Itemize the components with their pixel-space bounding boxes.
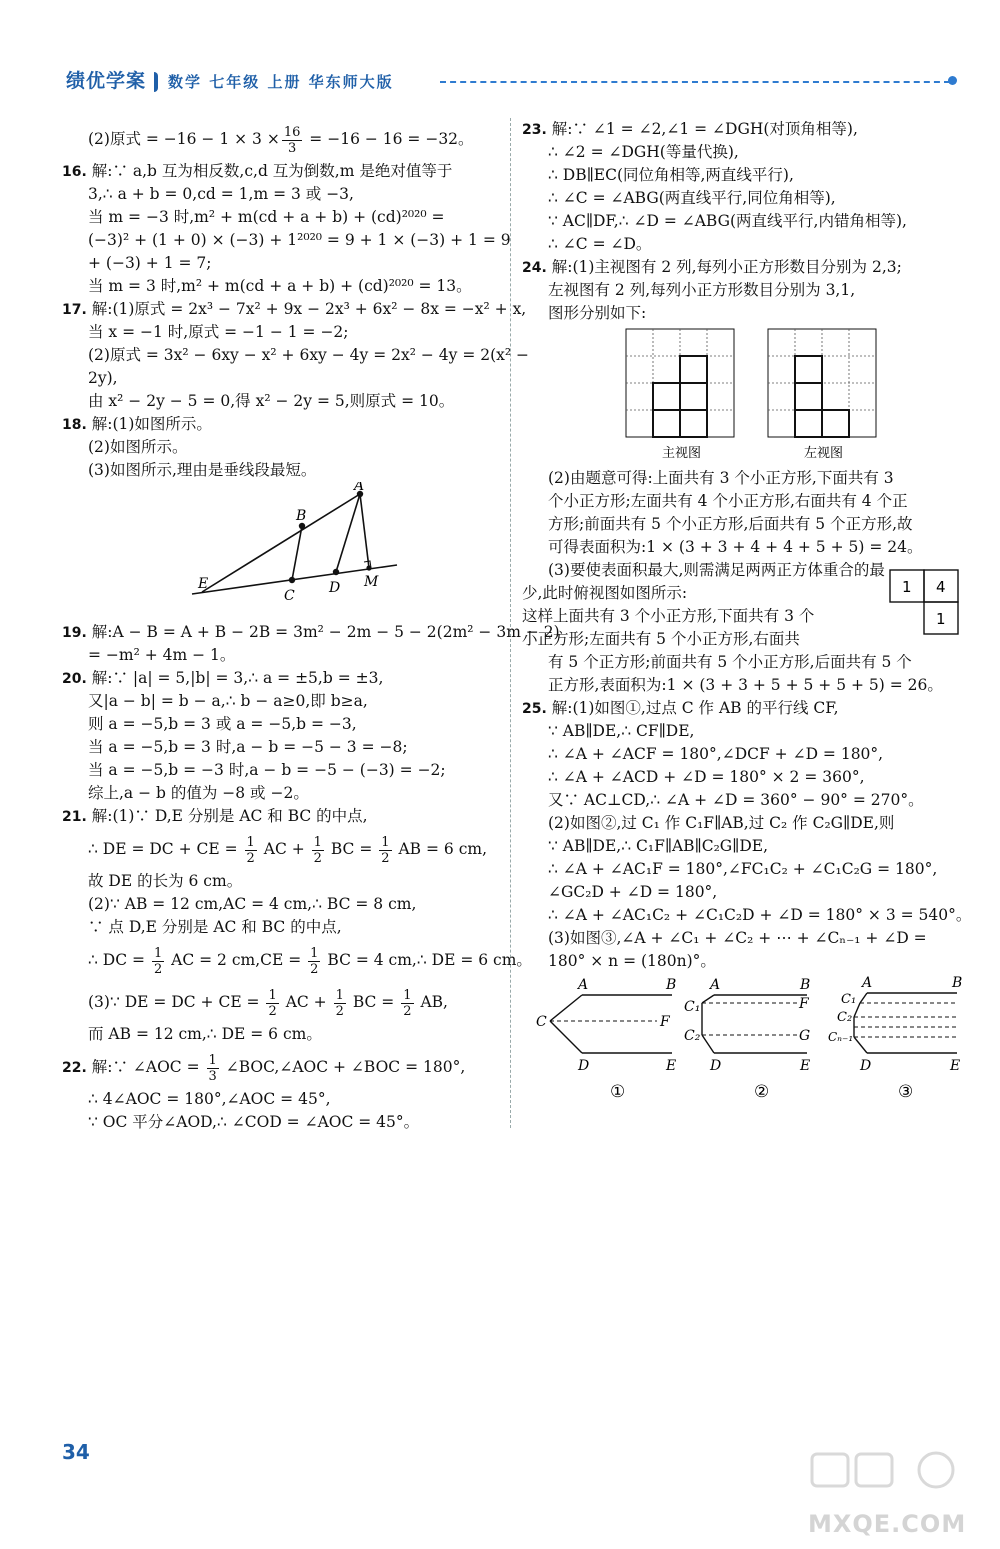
answer-line [522, 141, 962, 164]
answer-text: 3,∴ a + b = 0,cd = 1,m = 3 或 −3, [88, 185, 354, 203]
answer-text: 小正方形;左面共有 5 个小正方形,右面共 [522, 630, 800, 648]
answer-text: 解:∵ a,b 互为相反数,c,d 互为倒数,m 是绝对值等于 [86, 162, 453, 180]
fig18-label-e: E [198, 576, 209, 592]
answer-line [522, 651, 962, 674]
page-number: 34 [62, 1440, 90, 1464]
question-number: 20. [62, 671, 87, 687]
fig25-2-label: G [799, 1028, 811, 1044]
answer-text: (3)要使表面积最大,则需满足两两正方体重合的最 [548, 561, 885, 579]
question-number: 22. [62, 1060, 87, 1076]
q21-line-7: 而 AB = 12 cm,∴ DE = 6 cm。 [88, 1025, 322, 1043]
answer-line [522, 164, 962, 187]
watermark-logo [810, 1450, 975, 1490]
left-view-grid [768, 329, 876, 437]
answer-text: (2)原式 = 3x² − 6xy − x² + 6xy − 4y = 2x² − 4y = 2(x² − [88, 346, 530, 364]
answer-text: 解:(1)如图所示。 [86, 415, 212, 433]
answer-line [62, 436, 502, 459]
answer-line [522, 697, 962, 720]
answer-line [522, 536, 962, 559]
answer-line [522, 582, 814, 605]
answer-line [522, 490, 962, 513]
fig25-3-label: D [860, 1058, 872, 1074]
question-number: 18. [62, 417, 87, 433]
answer-text: 左视图有 2 列,每列小正方形数目分别为 3,1, [548, 281, 856, 299]
answer-text: ∴ ∠C = ∠ABG(两直线平行,同位角相等), [548, 189, 836, 207]
answer-text: 180° × n = (180n)°。 [548, 952, 716, 970]
answer-text: (2)由题意可得:上面共有 3 个小正方形,下面共有 3 [548, 469, 894, 487]
top-view-number: 1 [902, 578, 912, 596]
fig25-1-label: F [660, 1014, 670, 1030]
answer-text: 有 5 个正方形;前面共有 5 个小正方形,后面共有 5 个 [548, 653, 912, 671]
fig25-3-number: ③ [898, 1082, 914, 1102]
fig25-1-number: ① [610, 1082, 626, 1102]
q21-line-1: ∴ DE = DC + CE = $\frac{1}{2}$ AC + $\frac{1}{2}$ BC = $\frac{1}{2}$ AB = 6 cm, [88, 834, 488, 866]
answer-text: ∴ ∠2 = ∠DGH(等量代换), [548, 143, 739, 161]
answer-text: 由 x² − 2y − 5 = 0,得 x² − 2y = 5,则原式 = 10。 [88, 392, 455, 410]
answer-line [62, 367, 502, 390]
answer-text: 又|a − b| = b − a,∴ b − a≥0,即 b≥a, [88, 692, 368, 710]
figure-25-3 [828, 975, 962, 1102]
fig18-label-d: D [329, 580, 341, 596]
answer-line [62, 321, 502, 344]
answer-line [62, 390, 502, 413]
answer-line [522, 789, 962, 812]
answer-line [522, 720, 962, 743]
fraction: $\frac{1}{2}$ [310, 945, 319, 977]
answer-line [522, 904, 972, 927]
fig25-2-number: ② [754, 1082, 770, 1102]
answer-line [522, 279, 962, 302]
answer-text: ∴ ∠A + ∠ACD + ∠D = 180° × 2 = 360°, [548, 768, 865, 786]
answer-line [62, 690, 502, 713]
answer-line [62, 713, 502, 736]
answer-line [522, 187, 962, 210]
figure-25-diagrams [522, 973, 962, 1113]
question-number: 19. [62, 625, 87, 641]
answer-line [62, 413, 502, 436]
answer-text: + (−3) + 1 = 7; [88, 254, 212, 272]
answer-line [522, 302, 962, 325]
answer-line [62, 736, 502, 759]
fraction: $\frac{1}{2}$ [313, 834, 322, 866]
page-header [58, 68, 958, 98]
figure-25-1 [536, 977, 676, 1102]
fig25-1-label: D [578, 1058, 590, 1074]
q21-line-5: ∴ DC = $\frac{1}{2}$ AC = 2 cm,CE = $\frac{1}{2}$ BC = 4 cm,∴ DE = 6 cm。 [88, 945, 532, 977]
fig25-2-label: F [799, 996, 809, 1012]
answer-text: ∵ AB∥DE,∴ C₁F∥AB∥C₂G∥DE, [548, 837, 769, 855]
answer-text: 图形分别如下: [548, 304, 647, 322]
answer-text: 解:A − B = A + B − 2B = 3m² − 2m − 5 − 2(2m² − 3m − 2) [86, 623, 560, 641]
answer-line [522, 233, 962, 256]
top-view-number: 1 [936, 610, 946, 628]
subject-line: 数学 七年级 上册 华东师大版 [168, 73, 394, 91]
figure-24-views [522, 325, 962, 463]
fig25-1-label: B [666, 977, 677, 993]
answer-line [522, 210, 962, 233]
answer-line [62, 183, 502, 206]
fig18-label-b: B [296, 508, 307, 524]
answer-line [62, 275, 502, 298]
answer-text: 综上,a − b 的值为 −8 或 −2。 [88, 784, 309, 802]
question-number: 21. [62, 809, 87, 825]
right-column [522, 118, 972, 1117]
answer-text: ∠GC₂D + ∠D = 180°, [548, 883, 718, 901]
front-view-grid [626, 329, 734, 437]
fig25-2-label: A [710, 977, 721, 993]
question-number: 23. [522, 122, 547, 138]
answer-line [522, 927, 962, 950]
header-dot [948, 76, 957, 85]
answer-line [62, 298, 527, 321]
fig25-3-label: A [862, 975, 873, 991]
question-number: 25. [522, 701, 547, 717]
answer-line [522, 858, 962, 881]
answer-line [522, 513, 962, 536]
answer-line [62, 160, 502, 183]
q22-line-2: ∴ 4∠AOC = 180°,∠AOC = 45°, [88, 1090, 331, 1108]
answer-line [62, 759, 502, 782]
answer-line [522, 881, 962, 904]
top-view-number: 4 [936, 578, 946, 596]
answer-line [62, 206, 502, 229]
answer-line [522, 812, 962, 835]
answer-text: ∴ ∠C = ∠D。 [548, 235, 652, 253]
answer-text: 解:(1)原式 = 2x³ − 7x² + 9x − 2x³ + 6x² − 8x = −x² + x, [86, 300, 527, 318]
answer-text: 当 a = −5,b = 3 时,a − b = −5 − 3 = −8; [88, 738, 408, 756]
answer-text: 少,此时俯视图如图所示: [522, 584, 688, 602]
question-number: 24. [522, 260, 547, 276]
answer-line [62, 252, 502, 275]
answers-24-25 [522, 651, 972, 973]
left-view-caption: 左视图 [804, 446, 844, 461]
answer-text: ∴ ∠A + ∠AC₁C₂ + ∠C₁C₂D + ∠D = 180° × 3 = 540°。 [548, 906, 972, 924]
fig25-2-label: E [800, 1058, 811, 1074]
fig25-2-label: C₁ [684, 999, 701, 1015]
brand-title: 绩优学案 [58, 68, 154, 94]
answer-text: 正方形,表面积为:1 × (3 + 3 + 5 + 5 + 5 + 5) = 26。 [548, 676, 943, 694]
fig25-2-label: C₂ [684, 1028, 701, 1044]
answer-line [62, 644, 502, 667]
answer-line [522, 950, 962, 973]
question-number: 16. [62, 164, 87, 180]
q22-line-1: 22. 解:∵ ∠AOC = $\frac{1}{3}$ ∠BOC,∠AOC + ∠BOC = 180°, [62, 1052, 466, 1084]
answer-text: 当 a = −5,b = −3 时,a − b = −5 − (−3) = −2; [88, 761, 446, 779]
answer-line [522, 605, 814, 628]
q21-line-3: (2)∵ AB = 12 cm,AC = 4 cm,∴ BC = 8 cm, [88, 895, 417, 913]
q21-line-6: (3)∵ DE = DC + CE = $\frac{1}{2}$ AC + $\frac{1}{2}$ BC = $\frac{1}{2}$ AB, [88, 987, 448, 1019]
answer-line [522, 467, 962, 490]
answer-line [62, 782, 502, 805]
answer-line [62, 459, 502, 482]
answer-line [522, 118, 962, 141]
answer-text: 个小正方形;左面共有 4 个小正方形,右面共有 4 个正 [548, 492, 908, 510]
answer-line [62, 118, 502, 160]
answer-line [522, 256, 962, 279]
fraction: $\frac{1}{2}$ [335, 987, 344, 1019]
answer-text: 又∵ AC⊥CD,∴ ∠A + ∠D = 360° − 90° = 270°。 [548, 791, 924, 809]
answer-text: ∵ AC∥DF,∴ ∠D = ∠ABG(两直线平行,内错角相等), [548, 212, 907, 230]
fraction: $\frac{1}{2}$ [403, 987, 412, 1019]
answer-text: 解:(1)如图①,过点 C 作 AB 的平行线 CF, [546, 699, 839, 717]
fig25-3-label: E [950, 1058, 961, 1074]
answer-text: (2)原式 = −16 − 1 × 3 × [88, 130, 280, 148]
answer-text: 解:(1)∵ D,E 分别是 AC 和 BC 的中点, [86, 807, 368, 825]
answer-line [62, 229, 511, 252]
answer-text: 则 a = −5,b = 3 或 a = −5,b = −3, [88, 715, 357, 733]
fig25-1-label: A [578, 977, 589, 993]
fraction: $\frac{16}{3}$ [283, 124, 301, 156]
answer-text: (3)如图③,∠A + ∠C₁ + ∠C₂ + ⋯ + ∠Cₙ₋₁ + ∠D = [548, 929, 927, 947]
answer-text: 当 m = −3 时,m² + m(cd + a + b) + (cd)²⁰²⁰ = [88, 208, 445, 226]
answer-text: ∴ DB∥EC(同位角相等,两直线平行), [548, 166, 794, 184]
answer-text: ∴ ∠A + ∠AC₁F = 180°,∠FC₁C₂ + ∠C₁C₂G = 180°, [548, 860, 938, 878]
answers-23-24 [522, 118, 962, 325]
answer-text: (2)如图②,过 C₁ 作 C₁F∥AB,过 C₂ 作 C₂G∥DE,则 [548, 814, 895, 832]
answer-line [62, 667, 502, 690]
fig25-3-label: C₂ [837, 1010, 853, 1025]
fraction: $\frac{1}{2}$ [246, 834, 255, 866]
figure-25-2 [684, 977, 810, 1102]
answer-text: (3)如图所示,理由是垂线段最短。 [88, 461, 317, 479]
answer-line [522, 674, 962, 697]
answer-line [62, 805, 502, 828]
answer-text: 2y), [88, 369, 118, 387]
q24-part3-block [522, 578, 962, 651]
answer-line [522, 628, 814, 651]
answer-text: (−3)² + (1 + 0) × (−3) + 1²⁰²⁰ = 9 + 1 × (−3) + 1 = 9 [88, 231, 511, 249]
front-view-caption: 主视图 [662, 446, 702, 461]
fig25-1-label: C [536, 1014, 547, 1030]
fraction: $\frac{1}{2}$ [381, 834, 390, 866]
answer-text: = −16 − 16 = −32。 [304, 130, 474, 148]
answer-text: 解:∵ |a| = 5,|b| = 3,∴ a = ±5,b = ±3, [86, 669, 384, 687]
q24-part3-text [522, 582, 814, 651]
answer-text: 当 m = 3 时,m² + m(cd + a + b) + (cd)²⁰²⁰ = 13。 [88, 277, 472, 295]
answer-line [62, 344, 530, 367]
top-view-figure [884, 568, 962, 638]
answer-text: (2)如图所示。 [88, 438, 188, 456]
fraction: $\frac{1}{3}$ [208, 1052, 217, 1084]
answer-text: 可得表面积为:1 × (3 + 3 + 4 + 4 + 5 + 5) = 24。 [548, 538, 923, 556]
answer-text: = −m² + 4m − 1。 [88, 646, 236, 664]
question-number: 17. [62, 302, 87, 318]
fraction: $\frac{1}{2}$ [153, 945, 163, 977]
fig18-label-c: C [284, 588, 295, 604]
answer-text: ∴ ∠A + ∠ACF = 180°,∠DCF + ∠D = 180°, [548, 745, 884, 763]
answers-15-18 [62, 118, 530, 482]
fig25-3-label: B [952, 975, 962, 991]
q22-line-3: ∵ OC 平分∠AOD,∴ ∠COD = ∠AOC = 45°。 [88, 1113, 420, 1131]
fig25-3-label: C₁ [841, 992, 857, 1007]
fraction: $\frac{1}{2}$ [268, 987, 277, 1019]
answer-line [522, 835, 962, 858]
answer-line [522, 743, 962, 766]
answer-text: ∵ AB∥DE,∴ CF∥DE, [548, 722, 695, 740]
answer-line [522, 766, 962, 789]
fig25-3-label: Cₙ₋₁ [828, 1030, 854, 1044]
figure-18-geometry [62, 482, 502, 617]
fig25-1-label: E [666, 1058, 677, 1074]
q21-line-2: 故 DE 的长为 6 cm。 [88, 872, 243, 890]
answer-text: 当 x = −1 时,原式 = −1 − 1 = −2; [88, 323, 349, 341]
fig25-2-label: D [710, 1058, 722, 1074]
fig25-2-label: B [800, 977, 811, 993]
answer-text: 解:∵ ∠1 = ∠2,∠1 = ∠DGH(对顶角相等), [546, 120, 858, 138]
answer-text: 这样上面共有 3 个小正方形,下面共有 3 个 [522, 607, 815, 625]
header-dashed-rule [440, 81, 950, 83]
answers-24-parts [522, 467, 962, 582]
fig18-label-a: A [354, 482, 365, 494]
q21-line-4: ∵ 点 D,E 分别是 AC 和 BC 的中点, [88, 918, 342, 936]
answer-text: 方形;前面共有 5 个小正方形,后面共有 5 个正方形,故 [548, 515, 913, 533]
fig18-label-m: M [364, 574, 379, 590]
answer-text: 解:(1)主视图有 2 列,每列小正方形数目分别为 2,3; [546, 258, 902, 276]
answer-line [62, 621, 560, 644]
watermark-text: MXQE.COM [808, 1510, 967, 1538]
